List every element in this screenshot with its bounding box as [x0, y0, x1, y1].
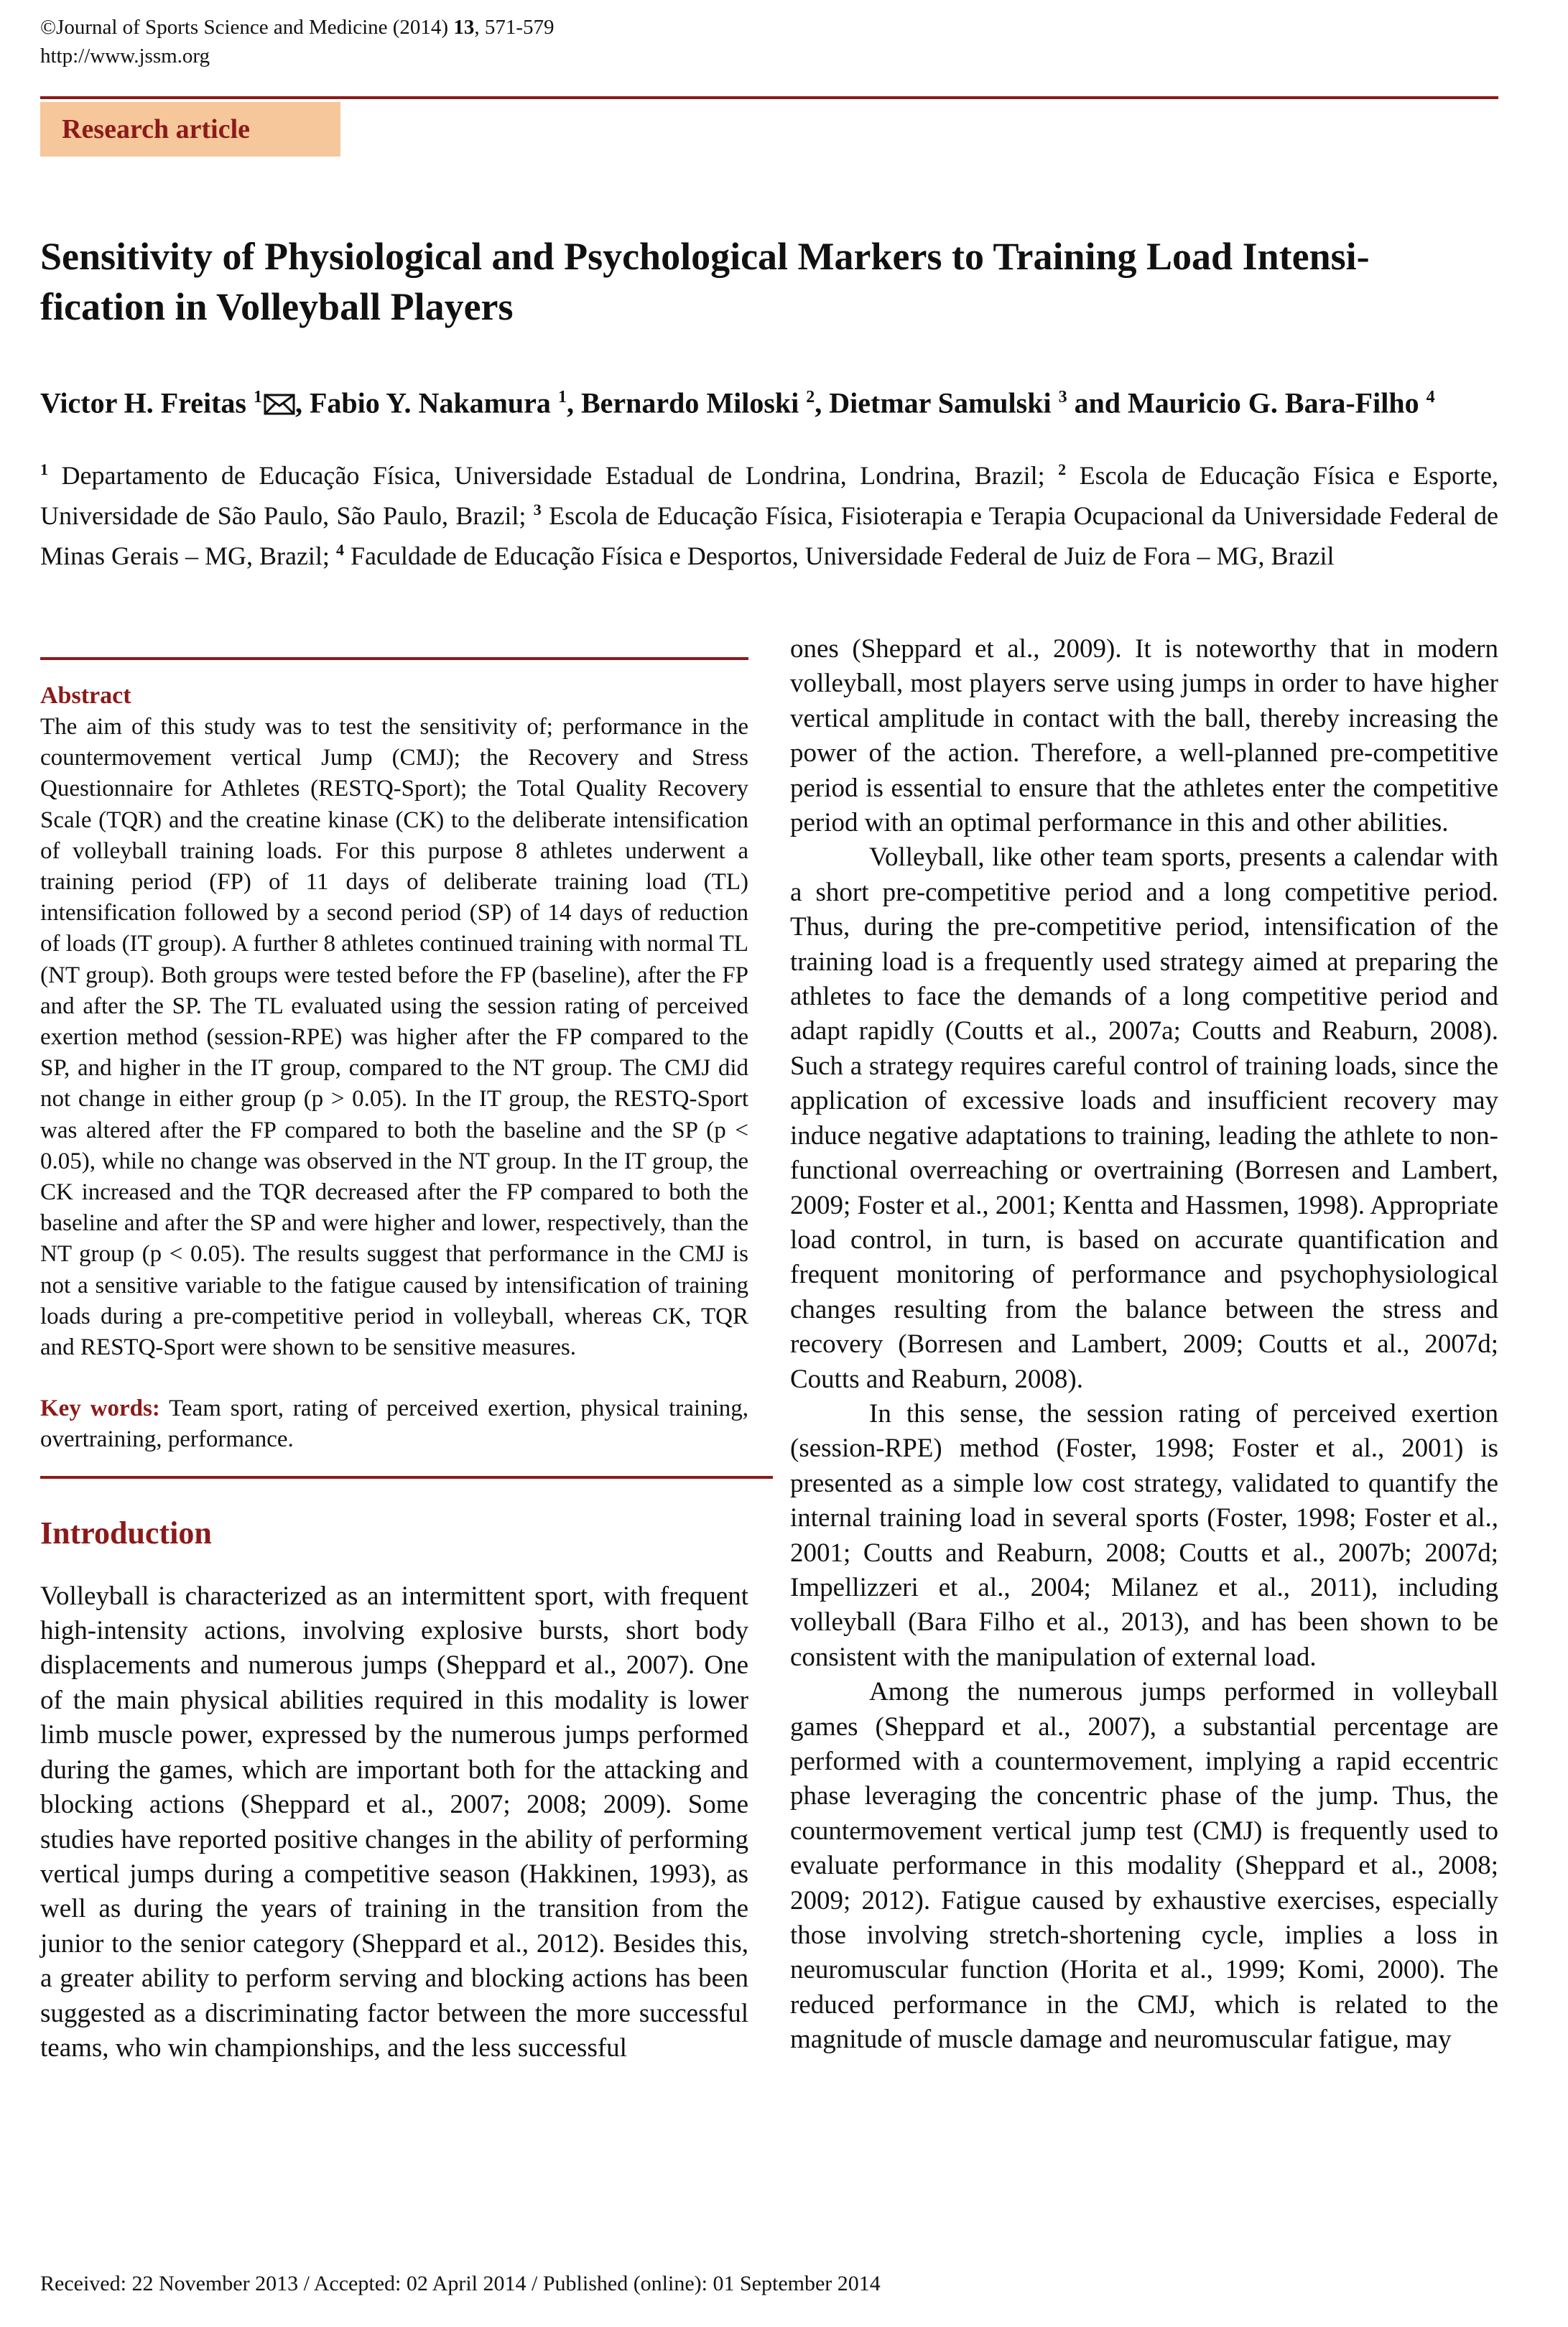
keywords: Key words: Team sport, rating of perceived exertion, physical training, overtraining, performance.	[40, 1395, 748, 1453]
body-paragraph-1: ones (Sheppard et al., 2009). It is noteworthy that in modern volleyball, most players serve using jumps in order to have higher vertical amplitude in contact with the ball, thereby increasing the power of the action. Therefore, a well-planned pre-competitive period is essential to ensure that the athletes enter the competitive period with an optimal performance in this and other abilities.	[790, 634, 1498, 838]
abstract-top-rule	[40, 657, 748, 660]
author-list: Victor H. Freitas $^1$ , Fabio Y. Nakamura $^1$, Bernardo Miloski $^2$, Dietmar Samulski $^3$ and Mauricio G. Bara-Filho $^4$	[40, 386, 1435, 419]
article-type-tag: Research article	[40, 102, 340, 157]
journal-volume: 13	[453, 16, 475, 39]
body-paragraph-2: Volleyball, like other team sports, presents a calendar with a short pre-competitive period and a long competitive period. Thus, during the pre-competitive period, intensification of the training load is a frequently used strategy aimed at preparing the athletes to face the demands of a long competitive period and adapt rapidly (Coutts et al., 2007a; Coutts and Reaburn, 2008). Such a strategy requires careful control of training loads, since the application of excessive loads and insufficient recovery may induce negative adaptations to training, leading the athlete to non-functional overreaching or overtraining (Borresen and Lambert, 2009; Foster et al., 2001; Kentta and Hassmen, 1998). Appropriate load control, in turn, is based on accurate quantification and frequent monitoring of performance and psychophysiological changes resulting from the balance between the stress and recovery (Borresen and Lambert, 2009; Coutts et al., 2007d; Coutts and Reaburn, 2008).	[790, 842, 1498, 1394]
envelope-icon[interactable]	[264, 394, 295, 415]
keywords-label: Key words:	[40, 1395, 160, 1422]
abstract-text: The aim of this study was to test the sensitivity of; performance in the countermovement vertical Jump (CMJ); the Recovery and Stress Questionnaire for Athletes (RESTQ-Sport); the Total Quality Recovery Scale (TQR) and the creatine kinase (CK) to the deliberate intensification of volleyball training loads. For this purpose 8 athletes underwent a training period (FP) of 11 days of deliberate training load (TL) intensification followed by a second period (SP) of 14 days of reduction of loads (IT group). A further 8 athletes continued training with normal TL (NT group). Both groups were tested before the FP (baseline), after the FP and after the SP. The TL evaluated using the session rating of perceived exertion method (session-RPE) was higher after the FP compared to the SP, and higher in the IT group, compared to the NT group. The CMJ did not change in either group (p > 0.05). In the IT group, the RESTQ-Sport was altered after the FP compared to both the baseline and the SP (p < 0.05), while no change was observed in the NT group. In the IT group, the CK increased and the TQR decreased after the FP compared to both the baseline and after the SP and were higher and lower, respectively, than the NT group (p < 0.05). The results suggest that performance in the CMJ is not a sensitive variable to the fatigue caused by intensification of training loads during a pre-competitive period in volleyball, whereas CK, TQR and RESTQ-Sport were shown to be sensitive measures.	[40, 714, 748, 1361]
right-column	[790, 632, 1498, 2058]
affiliations: $^1$ Departamento de Educação Física, Universidade Estadual de Londrina, Londrina, Brazil; $^2$ Escola de Educação Física e Esporte, Universidade de São Paulo, São Paulo, Brazil; $^3$ Escola de Educação Física, Fisioterapia e Terapia Ocupacional da Universidade Federal de Minas Gerais – MG, Brazil; $^4$ Faculdade de Educação Física e Desportos, Universidade Federal de Juiz de Fora – MG, Brazil	[40, 460, 1498, 570]
left-column	[40, 657, 748, 2066]
article-title: Sensitivity of Physiological and Psychological Markers to Training Load Intensi- fication in Volleyball Players	[40, 235, 1370, 328]
journal-header	[40, 13, 555, 70]
abstract-heading: Abstract	[40, 682, 131, 709]
header-rule	[40, 96, 1498, 99]
abstract-bottom-rule	[40, 1476, 773, 1479]
intro-paragraph-1: Volleyball is characterized as an intermittent sport, with frequent high-intensity actions, involving explosive bursts, short body displacements and numerous jumps (Sheppard et al., 2007). One of the main physical abilities required in this modality is lower limb muscle power, expressed by the numerous jumps performed during the games, which are important both for the attacking and blocking actions (Sheppard et al., 2007; 2008; 2009). Some studies have reported positive changes in the ability of performing vertical jumps during a competitive season (Hakkinen, 1993), as well as during the years of training in the transition from the junior to the senior category (Sheppard et al., 2012). Besides this, a greater ability to perform serving and blocking actions has been suggested as a discriminating factor between the more successful teams, who win championships, and the less successful	[40, 1581, 748, 2063]
submission-dates: Received: 22 November 2013 / Accepted: 02 April 2014 / Published (online): 01 September 2014	[40, 2272, 881, 2295]
introduction-heading: Introduction	[40, 1515, 212, 1551]
journal-citation: ©Journal of Sports Science and Medicine (2014) 13, 571-579	[40, 16, 555, 39]
body-paragraph-4: Among the numerous jumps performed in volleyball games (Sheppard et al., 2007), a substantial percentage are performed with a countermovement, implying a rapid eccentric phase leveraging the concentric phase of the jump. Thus, the countermovement vertical jump test (CMJ) is frequently used to evaluate performance in this modality (Sheppard et al., 2008; 2009; 2012). Fatigue caused by exhaustive exercises, especially those involving stretch-shortening cycle, implies a loss in neuromuscular function (Horita et al., 1999; Komi, 2000). The reduced performance in the CMJ, which is related to the magnitude of muscle damage and neuromuscular fatigue, may	[790, 1677, 1498, 2055]
journal-url[interactable]: http://www.jssm.org	[40, 45, 210, 68]
body-paragraph-3: In this sense, the session rating of perceived exertion (session-RPE) method (Foster, 1998; Foster et al., 2001) is presented as a simple low cost strategy, validated to quantify the internal training load in several sports (Foster, 1998; Foster et al., 2001; Coutts and Reaburn, 2008; Coutts et al., 2007b; 2007d; Impellizzeri et al., 2004; Milanez et al., 2011), including volleyball (Bara Filho et al., 2013), and has been shown to be consistent with the manipulation of external load.	[790, 1398, 1498, 1672]
